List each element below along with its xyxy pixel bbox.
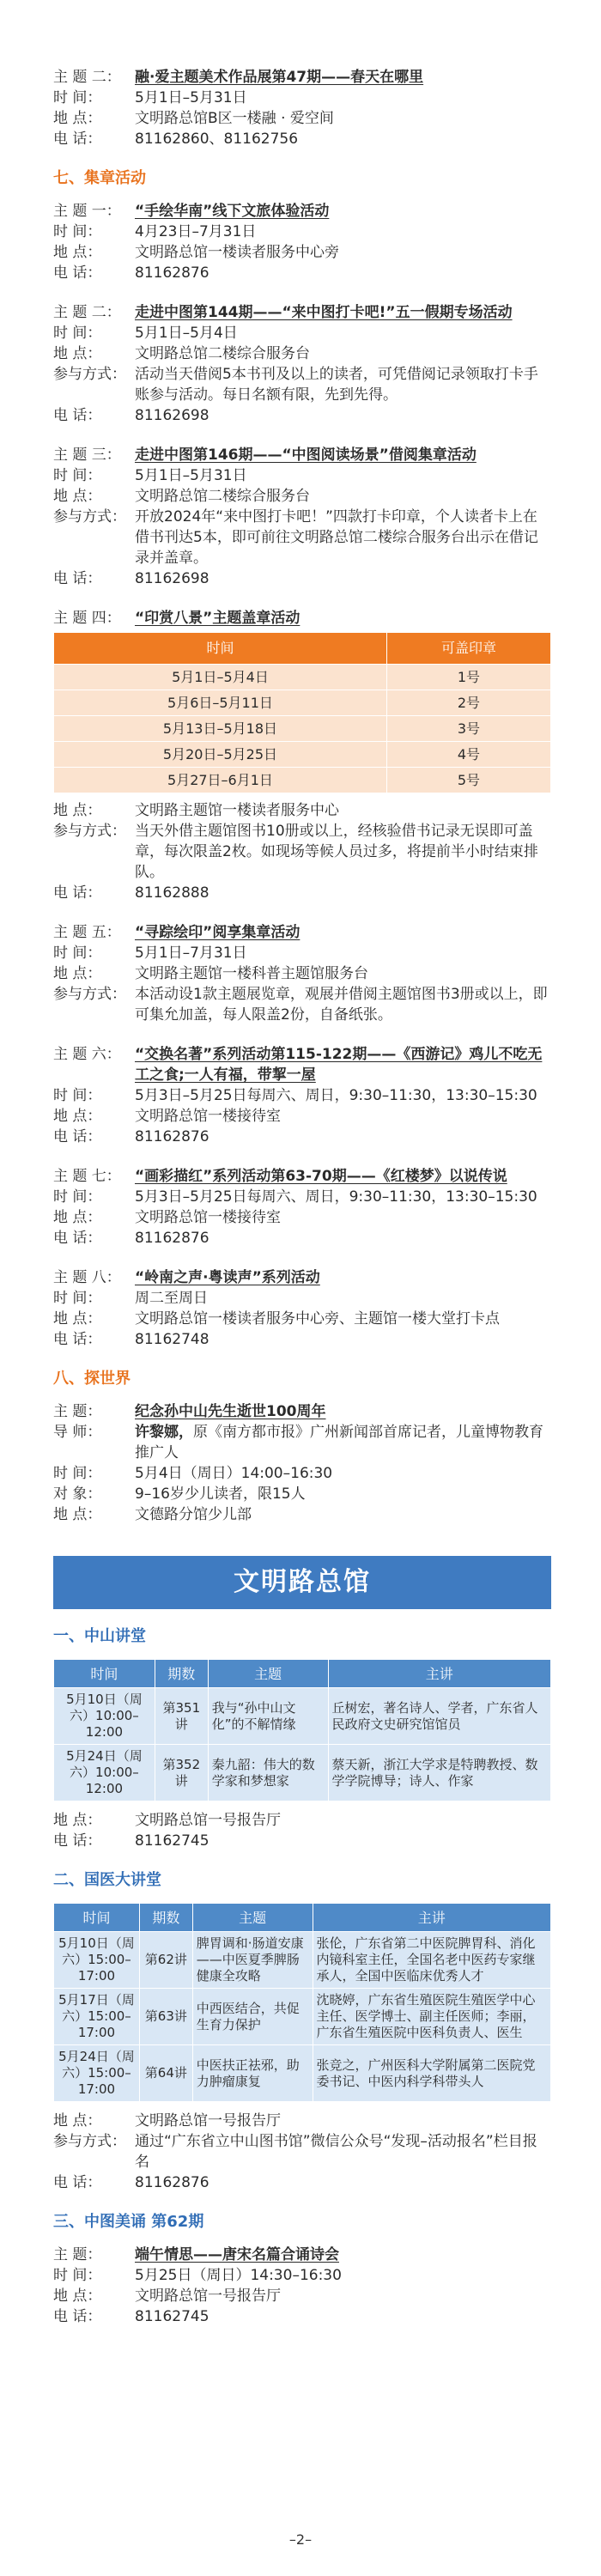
table-header: 可盖印章: [386, 633, 550, 665]
event-theme: “寻踪绘印”阅享集章活动: [135, 924, 300, 941]
stamp-event-8: [53, 1267, 551, 1350]
table-cell: 5月10日（周六）10:00–12:00: [54, 1688, 155, 1745]
event-theme: 纪念孙中山先生逝世100周年: [135, 1403, 326, 1420]
label: 时 间：: [53, 1188, 102, 1206]
event-phone: 81162698: [135, 570, 209, 587]
table-row: [54, 768, 551, 793]
table-header: 时间: [54, 1660, 155, 1688]
label: 地 点：: [53, 965, 102, 982]
table-row: [54, 716, 551, 742]
label: 地 点：: [53, 345, 102, 362]
table-cell: 5月1日–5月4日: [54, 665, 387, 690]
label: 时 间：: [53, 467, 102, 484]
table-header: 主题: [208, 1660, 328, 1688]
event-phone: 81162876: [135, 2174, 209, 2191]
table-cell: 中西医结合，共促生育力保护: [192, 1989, 313, 2045]
event-place: 文明路总馆二楼综合服务台: [135, 345, 310, 362]
recital-event: [53, 2245, 551, 2327]
page-number: –2–: [288, 2531, 313, 2548]
label: 时 间：: [53, 945, 102, 962]
label: 电 话：: [53, 264, 102, 282]
teacher-desc: 原《南方都市报》广州新闻部首席记者，儿童博物教育推广人: [135, 1424, 543, 1461]
table-row: [54, 1745, 551, 1801]
event-theme: “交换名著”系列活动第115-122期——《西游记》鸡儿不吃无工之食;一人有福，带挈一屋: [135, 1046, 543, 1084]
event-time: 5月1日–5月4日: [135, 325, 238, 342]
event-phone: 81162745: [135, 1832, 209, 1850]
label: 地 点：: [53, 1310, 102, 1327]
table-cell: 5月13日–5月18日: [54, 716, 387, 742]
event-place: 文明路总馆一号报告厅: [135, 1812, 281, 1829]
table-cell: 第64讲: [139, 2045, 192, 2102]
stamp-event-3: [53, 445, 551, 589]
table-header: 主讲: [313, 1904, 550, 1932]
lecture-info: [53, 1810, 551, 1851]
label: 地 点：: [53, 802, 102, 819]
table-header: 主讲: [328, 1660, 550, 1688]
table-cell: 2号: [386, 690, 550, 716]
label: 时 间：: [53, 2267, 102, 2284]
table-row: [54, 690, 551, 716]
stamp-event-4: [53, 608, 551, 903]
label: 电 话：: [53, 570, 102, 587]
table-cell: 5月24日（周六）10:00–12:00: [54, 1745, 155, 1801]
label: 主 题 四：: [53, 610, 121, 627]
label: 电 话：: [53, 131, 102, 148]
event-theme: 走进中图第144期——“来中图打卡吧!”五一假期专场活动: [135, 304, 513, 321]
table-row: [54, 1989, 551, 2045]
stamp-event-5: [53, 922, 551, 1025]
section-title: 二、国医大讲堂: [53, 1871, 161, 1889]
event-place: 文明路总馆一号报告厅: [135, 2112, 281, 2129]
table-row: [54, 1932, 551, 1989]
table-cell: 5月6日–5月11日: [54, 690, 387, 716]
event-time: 5月3日–5月25日每周六、周日，9:30–11:30，13:30–15:30: [135, 1188, 537, 1206]
label: 地 点：: [53, 1812, 102, 1829]
label: 地 点：: [53, 1506, 102, 1523]
table-cell: 张竞之，广州医科大学附属第二医院党委书记、中医内科学科带头人: [313, 2045, 550, 2102]
label: 地 点：: [53, 2112, 102, 2129]
label: 电 话：: [53, 884, 102, 902]
label: 地 点：: [53, 1108, 102, 1125]
section-title: 一、中山讲堂: [53, 1627, 146, 1645]
event-phone: 81162860、81162756: [135, 131, 299, 148]
top-event-block: [53, 67, 551, 149]
section-title: 七、集章活动: [53, 169, 146, 187]
event-theme: “岭南之声·粤读声”系列活动: [135, 1269, 320, 1286]
label: 参与方式：: [53, 508, 126, 526]
table-cell: 蔡天新，浙江大学求是特聘教授、数学学院博导；诗人、作家: [328, 1745, 550, 1801]
event-place: 文德路分馆少儿部: [135, 1506, 252, 1523]
label: 主 题 二：: [53, 304, 121, 321]
event-place: 文明路总馆一楼接待室: [135, 1209, 281, 1226]
event-time: 5月1日–5月31日: [135, 467, 247, 484]
label: 时 间：: [53, 1290, 102, 1307]
label: 主 题 七：: [53, 1168, 121, 1185]
event-place: 文明路总馆一号报告厅: [135, 2287, 281, 2305]
label: 主 题 一：: [53, 203, 121, 220]
table-header: 时间: [54, 1904, 140, 1932]
label: 地 点：: [53, 2287, 102, 2305]
label: 地 点：: [53, 1209, 102, 1226]
table-cell: 第62讲: [139, 1932, 192, 1989]
label: 电 话：: [53, 2174, 102, 2191]
label: 主 题 二：: [53, 69, 121, 86]
label: 主 题 八：: [53, 1269, 121, 1286]
event-join: 当天外借主题馆图书10册或以上，经核验借书记录无误即可盖章，每次限盖2枚。如现场等候人员过多，将提前半小时结束排队。: [135, 823, 538, 881]
table-cell: 张伦，广东省第二中医院脾胃科、消化内镜科室主任，全国名老中医药专家继承人，全国中医临床优秀人才: [313, 1932, 550, 1989]
event-time: 5月4日（周日）14:00–16:30: [135, 1465, 333, 1482]
table-cell: 3号: [386, 716, 550, 742]
event-time: 4月23日–7月31日: [135, 223, 257, 240]
table-row: [54, 742, 551, 768]
label: 参与方式：: [53, 986, 126, 1003]
event-theme: “手绘华南”线下文旅体验活动: [135, 203, 330, 220]
stamp-schedule-table: [53, 632, 551, 793]
label: 导 师：: [53, 1424, 102, 1441]
event-join: 本活动设1款主题展览章，观展并借阅主题馆图书3册或以上，即可集允加盖，每人限盖2份，自备纸张。: [135, 986, 548, 1024]
label: 主 题 五：: [53, 924, 121, 941]
event-theme: 融·爱主题美术作品展第47期——春天在哪里: [135, 69, 424, 86]
label: 电 话：: [53, 1230, 102, 1247]
table-cell: 秦九韶：伟大的数学家和梦想家: [208, 1745, 328, 1801]
section-title: 三、中图美诵 第62期: [53, 2213, 204, 2231]
stamp-event-1: [53, 201, 551, 283]
label: 地 点：: [53, 488, 102, 505]
label: 主 题：: [53, 2246, 102, 2263]
table-cell: 第351讲: [155, 1688, 208, 1745]
label: 参与方式：: [53, 2133, 126, 2150]
event-phone: 81162745: [135, 2308, 209, 2325]
table-cell: 5月10日（周六）15:00–17:00: [54, 1932, 140, 1989]
table-cell: 4号: [386, 742, 550, 768]
event-time: 5月25日（周日）14:30–16:30: [135, 2267, 342, 2284]
event-theme: 端午情思——唐宋名篇合诵诗会: [135, 2246, 339, 2263]
table-cell: 5号: [386, 768, 550, 793]
table-row: [54, 1688, 551, 1745]
table-cell: 中医扶正祛邪，助力肿瘤康复: [192, 2045, 313, 2102]
label: 时 间：: [53, 325, 102, 342]
table-cell: 5月27日–6月1日: [54, 768, 387, 793]
label: 地 点：: [53, 110, 102, 127]
event-place: 文明路总馆一楼读者服务中心旁、主题馆一楼大堂打卡点: [135, 1310, 500, 1327]
table-cell: 5月17日（周六）15:00–17:00: [54, 1989, 140, 2045]
label: 电 话：: [53, 1331, 102, 1348]
table-cell: 第63讲: [139, 1989, 192, 2045]
table-header: 期数: [139, 1904, 192, 1932]
event-join: 通过“广东省立中山图书馆”微信公众号“发现–活动报名”栏目报名: [135, 2133, 537, 2171]
tcm-lecture-table: [53, 1903, 551, 2102]
event-phone: 81162876: [135, 1230, 209, 1247]
label: 主 题：: [53, 1403, 102, 1420]
event-phone: 81162876: [135, 1128, 209, 1145]
label: 电 话：: [53, 1128, 102, 1145]
label: 参与方式：: [53, 366, 126, 383]
label: 地 点：: [53, 244, 102, 261]
event-target: 9–16岁少儿读者，限15人: [135, 1485, 306, 1503]
table-cell: 脾胃调和·肠道安康——中医夏季脾肠健康全攻略: [192, 1932, 313, 1989]
label: 时 间：: [53, 223, 102, 240]
lecture-table: [53, 1659, 551, 1801]
table-cell: 1号: [386, 665, 550, 690]
label: 参与方式：: [53, 823, 126, 840]
event-place: 文明路总馆一楼接待室: [135, 1108, 281, 1125]
table-cell: 沈晓婷，广东省生殖医院生殖医学中心主任、医学博士、副主任医师；李丽，广东省生殖医院中医科负责人、医生: [313, 1989, 550, 2045]
label: 主 题 六：: [53, 1046, 121, 1063]
page-content: [53, 67, 551, 2346]
label: 电 话：: [53, 407, 102, 424]
event-place: 文明路总馆B区一楼融 · 爱空间: [135, 110, 334, 127]
event-place: 文明路总馆二楼综合服务台: [135, 488, 310, 505]
table-header: 期数: [155, 1660, 208, 1688]
tcm-lecture-info: [53, 2111, 551, 2193]
label: 时 间：: [53, 89, 102, 106]
table-row: [54, 2045, 551, 2102]
event-join: 活动当天借阅5本书刊及以上的读者，可凭借阅记录领取打卡手账参与活动。每日名额有限，先到先得。: [135, 366, 538, 404]
label: 时 间：: [53, 1465, 102, 1482]
stamp-event-6: [53, 1044, 551, 1147]
event-theme: 走进中图第146期——“中图阅读场景”借阅集章活动: [135, 447, 477, 464]
event-phone: 81162876: [135, 264, 209, 282]
table-cell: 第352讲: [155, 1745, 208, 1801]
event-place: 文明路主题馆一楼科普主题馆服务台: [135, 965, 368, 982]
explore-world-event: [53, 1401, 551, 1525]
table-cell: 5月20日–5月25日: [54, 742, 387, 768]
table-row: [54, 665, 551, 690]
event-theme: “画彩描红”系列活动第63-70期——《红楼梦》以说传说: [135, 1168, 507, 1185]
event-phone: 81162748: [135, 1331, 209, 1348]
table-header: 主题: [192, 1904, 313, 1932]
event-theme: “印赏八景”主题盖章活动: [135, 610, 300, 627]
stamp-event-2: [53, 302, 551, 426]
section-title: 八、探世界: [53, 1370, 131, 1388]
event-time: 5月1日–5月31日: [135, 89, 247, 106]
event-phone: 81162888: [135, 884, 209, 902]
venue-banner: 文明路总馆: [53, 1556, 551, 1609]
table-cell: 我与“孙中山文化”的不解情缘: [208, 1688, 328, 1745]
event-join: 开放2024年“来中图打卡吧！”四款打卡印章，个人读者卡上在借书刊达5本，即可前往文明路总馆二楼综合服务台出示在借记录并盖章。: [135, 508, 538, 567]
event-phone: 81162698: [135, 407, 209, 424]
event-time: 周二至周日: [135, 1290, 208, 1307]
teacher-name: 许黎娜，: [135, 1424, 193, 1441]
label: 电 话：: [53, 1832, 102, 1850]
label: 主 题 三：: [53, 447, 121, 464]
event-place: 文明路主题馆一楼读者服务中心: [135, 802, 339, 819]
event-place: 文明路总馆一楼读者服务中心旁: [135, 244, 339, 261]
label: 对 象：: [53, 1485, 102, 1503]
event-time: 5月3日–5月25日每周六、周日，9:30–11:30，13:30–15:30: [135, 1087, 537, 1104]
label: 时 间：: [53, 1087, 102, 1104]
stamp-event-7: [53, 1166, 551, 1249]
table-cell: 5月24日（周六）15:00–17:00: [54, 2045, 140, 2102]
table-cell: 丘树宏，著名诗人、学者，广东省人民政府文史研究馆馆员: [328, 1688, 550, 1745]
label: 电 话：: [53, 2308, 102, 2325]
table-header: 时间: [54, 633, 387, 665]
event-teacher: [135, 1422, 551, 1463]
event-time: 5月1日–7月31日: [135, 945, 247, 962]
